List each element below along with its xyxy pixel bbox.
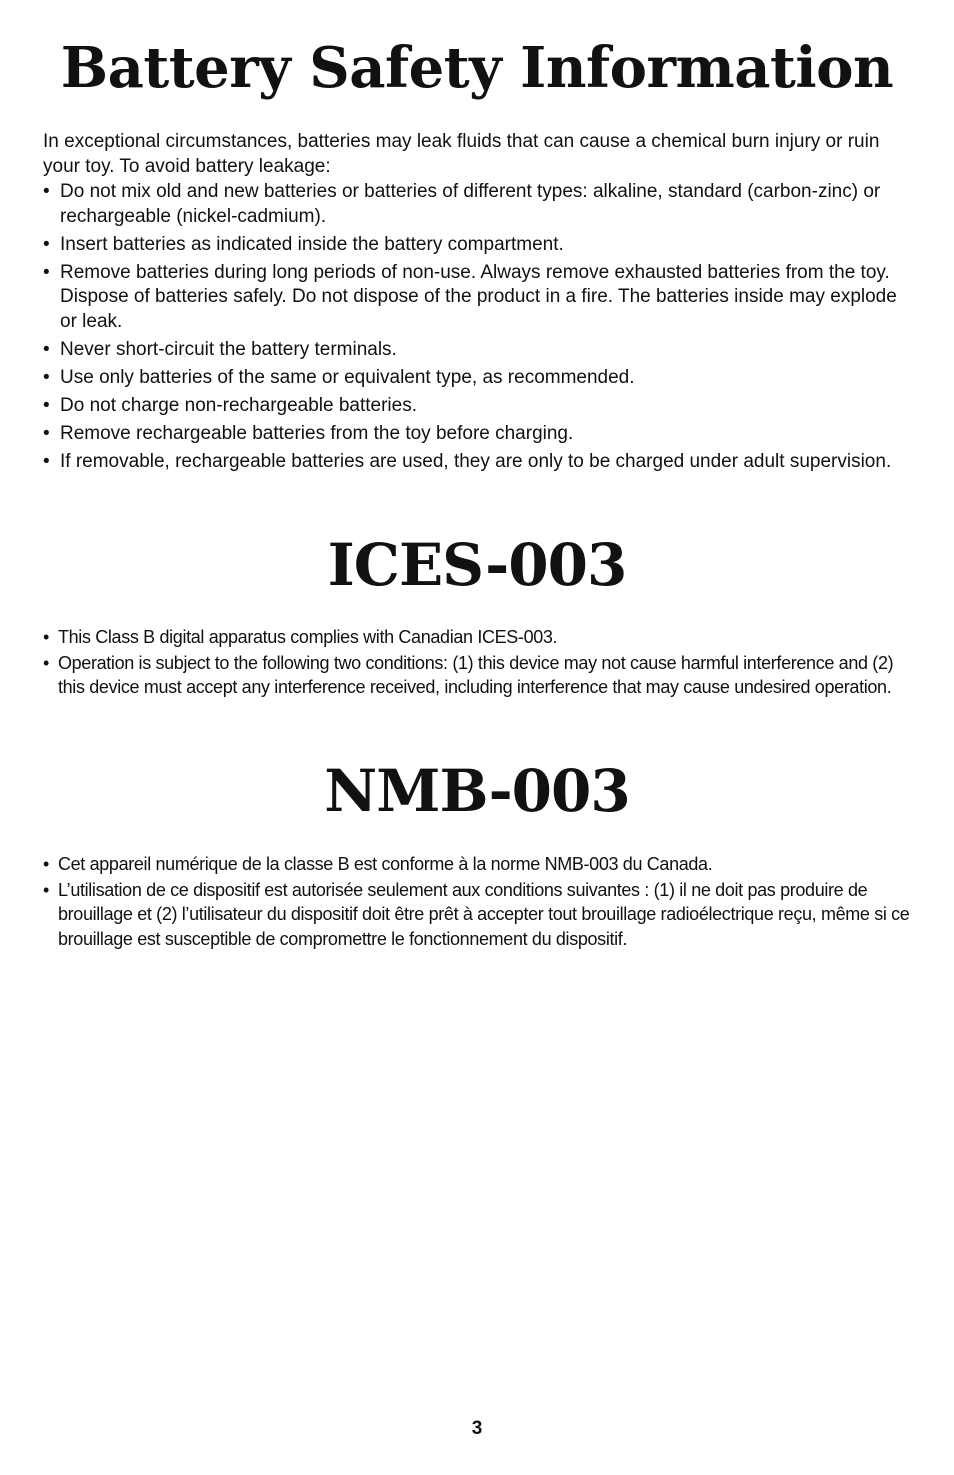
list-item-text: Never short-circuit the battery terminals. [60, 338, 397, 360]
bullet-icon: • [43, 366, 50, 388]
nmb-list [43, 852, 913, 952]
list-item-text: Operation is subject to the following two conditions: (1) this device may not cause harmful interference and (2) this device must accept any interference received, including interference that may cause undesired operation. [58, 652, 894, 697]
battery-safety-list [43, 180, 913, 478]
list-item [43, 366, 913, 391]
bullet-icon: • [43, 181, 50, 202]
ices-heading: ICES-003 [327, 531, 627, 599]
list-item-text: Do not mix old and new batteries or batteries of different types: alkaline, standard (carbon-zinc) or rechargeable (nickel-cadmium). [60, 181, 881, 227]
bullet-icon: • [43, 233, 50, 255]
list-item [43, 422, 913, 447]
list-item-text: This Class B digital apparatus complies with Canadian ICES-003. [58, 627, 558, 647]
bullet-icon: • [43, 879, 49, 900]
list-item-text: Do not charge non-rechargeable batteries. [60, 394, 418, 416]
list-item-text: Remove batteries during long periods of non-use. Always remove exhausted batteries from the toy. Dispose of batteries safely. Do not dispose of the product in a fire. The batteries inside may explode or leak. [60, 261, 897, 332]
list-item-text: Use only batteries of the same or equivalent type, as recommended. [60, 366, 635, 388]
list-item [43, 180, 913, 229]
bullet-icon: • [43, 854, 49, 874]
intro-paragraph: In exceptional circumstances, batteries may leak fluids that can cause a chemical burn injury or ruin your toy. To avoid battery leakage: [43, 131, 880, 177]
bullet-icon: • [43, 338, 50, 360]
list-item [43, 338, 913, 363]
bullet-icon: • [43, 652, 49, 673]
bullet-icon: • [43, 261, 50, 283]
list-item-text: Insert batteries as indicated inside the battery compartment. [60, 233, 564, 255]
list-item-text: Cet appareil numérique de la classe B est conforme à la norme NMB-003 du Canada. [58, 854, 713, 874]
list-item-text: L’utilisation de ce dispositif est autorisée seulement aux conditions suivantes : (1) il ne doit pas produire de brouillage et (2) l’utilisateur du dispositif doit être prêt à accepter tout brouillage radioélectrique reçu, même si ce brouillage est susceptible de compromettre le fonctionnement du dispositif. [58, 879, 910, 949]
list-item [43, 625, 913, 650]
list-item [43, 450, 913, 475]
bullet-icon: • [43, 422, 50, 444]
list-item [43, 394, 913, 419]
list-item-text: If removable, rechargeable batteries are used, they are only to be charged under adult supervision. [60, 450, 892, 472]
list-item [43, 651, 913, 700]
list-item-text: Remove rechargeable batteries from the toy before charging. [60, 422, 574, 444]
list-item [43, 261, 913, 335]
nmb-heading: NMB-003 [324, 757, 630, 825]
bullet-icon: • [43, 394, 50, 416]
bullet-icon: • [43, 450, 50, 472]
page-title: Battery Safety Information [60, 35, 894, 101]
list-item [43, 852, 913, 877]
list-item [43, 878, 913, 952]
page-number: 3 [471, 1418, 483, 1439]
bullet-icon: • [43, 627, 49, 647]
ices-list [43, 625, 913, 701]
list-item [43, 233, 913, 258]
